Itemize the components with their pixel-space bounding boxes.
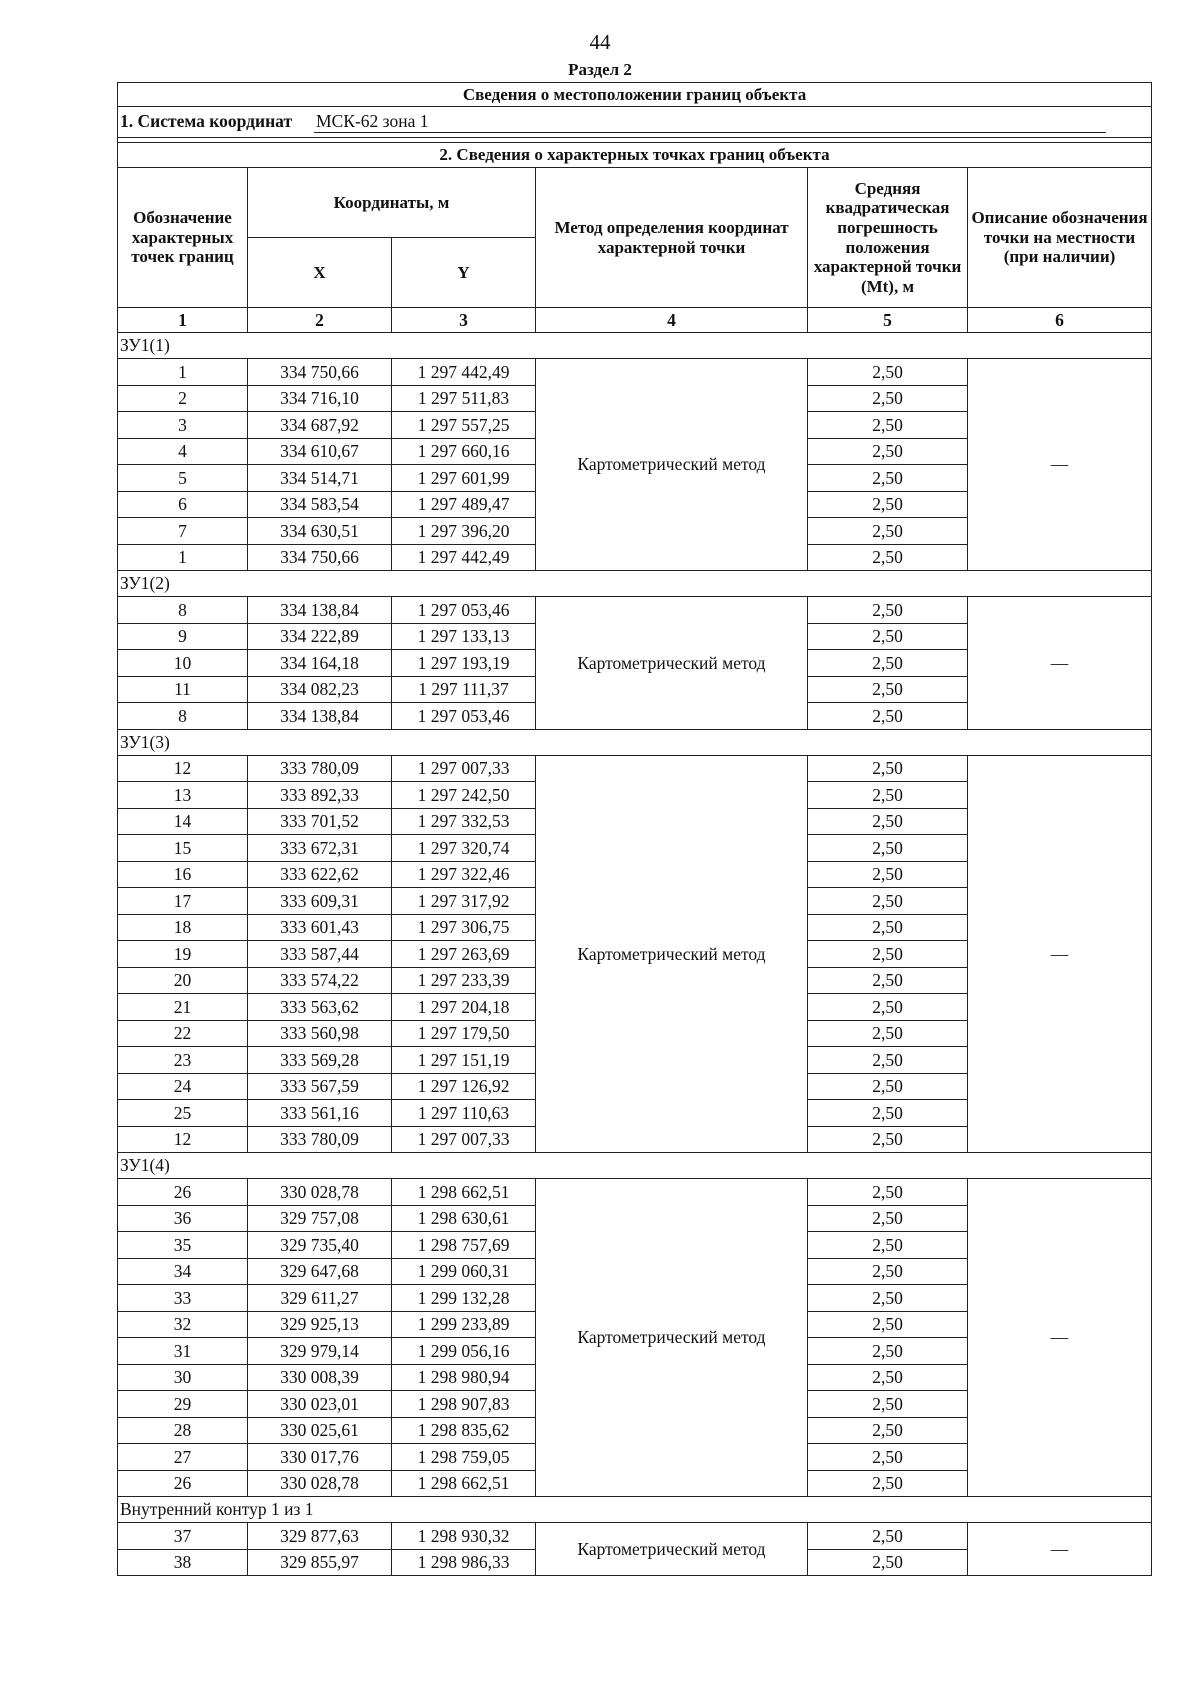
error-value: 2,50 bbox=[808, 914, 968, 941]
section-title: Раздел 2 bbox=[568, 60, 632, 79]
point-id: 35 bbox=[118, 1232, 248, 1259]
group-label: ЗУ1(4) bbox=[118, 1153, 1152, 1179]
point-id: 22 bbox=[118, 1020, 248, 1047]
column-number: 6 bbox=[968, 308, 1152, 333]
coord-y: 1 297 601,99 bbox=[392, 465, 536, 492]
coord-y: 1 297 193,19 bbox=[392, 650, 536, 677]
coord-y: 1 297 007,33 bbox=[392, 1126, 536, 1153]
header-designation: Обозначение характерных точек границ bbox=[118, 168, 248, 308]
point-id: 18 bbox=[118, 914, 248, 941]
error-value: 2,50 bbox=[808, 1311, 968, 1338]
coord-x: 329 611,27 bbox=[248, 1285, 392, 1312]
error-value: 2,50 bbox=[808, 967, 968, 994]
table-row bbox=[118, 1179, 1152, 1206]
point-id: 38 bbox=[118, 1549, 248, 1576]
point-id: 8 bbox=[118, 597, 248, 624]
column-number: 4 bbox=[536, 308, 808, 333]
point-id: 1 bbox=[118, 359, 248, 386]
error-value: 2,50 bbox=[808, 1285, 968, 1312]
group-label: Внутренний контур 1 из 1 bbox=[118, 1497, 1152, 1523]
coord-x: 330 025,61 bbox=[248, 1417, 392, 1444]
coord-y: 1 297 110,63 bbox=[392, 1100, 536, 1127]
error-value: 2,50 bbox=[808, 412, 968, 439]
error-value: 2,50 bbox=[808, 544, 968, 571]
coord-x: 329 647,68 bbox=[248, 1258, 392, 1285]
coord-y: 1 299 233,89 bbox=[392, 1311, 536, 1338]
point-id: 8 bbox=[118, 703, 248, 730]
error-value: 2,50 bbox=[808, 1470, 968, 1497]
group-label: ЗУ1(2) bbox=[118, 571, 1152, 597]
coord-x: 333 574,22 bbox=[248, 967, 392, 994]
description-cell: — bbox=[968, 359, 1152, 571]
boundary-points-table bbox=[117, 82, 1152, 1576]
error-value: 2,50 bbox=[808, 676, 968, 703]
coord-x: 330 017,76 bbox=[248, 1444, 392, 1471]
coord-x: 333 587,44 bbox=[248, 941, 392, 968]
point-id: 14 bbox=[118, 808, 248, 835]
coord-x: 329 757,08 bbox=[248, 1205, 392, 1232]
coord-y: 1 298 662,51 bbox=[392, 1470, 536, 1497]
point-id: 5 bbox=[118, 465, 248, 492]
point-id: 23 bbox=[118, 1047, 248, 1074]
coord-x: 333 622,62 bbox=[248, 861, 392, 888]
coord-x: 334 630,51 bbox=[248, 518, 392, 545]
table-row bbox=[118, 755, 1152, 782]
coord-y: 1 297 511,83 bbox=[392, 385, 536, 412]
point-id: 36 bbox=[118, 1205, 248, 1232]
coord-y: 1 297 442,49 bbox=[392, 544, 536, 571]
coord-x: 329 855,97 bbox=[248, 1549, 392, 1576]
coord-y: 1 297 322,46 bbox=[392, 861, 536, 888]
coord-y: 1 298 757,69 bbox=[392, 1232, 536, 1259]
coord-x: 333 561,16 bbox=[248, 1100, 392, 1127]
coord-x: 334 583,54 bbox=[248, 491, 392, 518]
error-value: 2,50 bbox=[808, 1258, 968, 1285]
point-id: 26 bbox=[118, 1179, 248, 1206]
coord-y: 1 298 662,51 bbox=[392, 1179, 536, 1206]
coord-x: 333 563,62 bbox=[248, 994, 392, 1021]
coord-x: 330 028,78 bbox=[248, 1470, 392, 1497]
column-number: 1 bbox=[118, 308, 248, 333]
coord-x: 333 780,09 bbox=[248, 755, 392, 782]
coord-x: 334 164,18 bbox=[248, 650, 392, 677]
coord-system-value: МСК-62 зона 1 bbox=[314, 111, 1106, 132]
point-id: 15 bbox=[118, 835, 248, 862]
point-id: 32 bbox=[118, 1311, 248, 1338]
error-value: 2,50 bbox=[808, 1391, 968, 1418]
table-row bbox=[118, 359, 1152, 386]
coord-y: 1 299 060,31 bbox=[392, 1258, 536, 1285]
error-value: 2,50 bbox=[808, 1073, 968, 1100]
header-y: Y bbox=[392, 238, 536, 308]
error-value: 2,50 bbox=[808, 1364, 968, 1391]
error-value: 2,50 bbox=[808, 385, 968, 412]
error-value: 2,50 bbox=[808, 518, 968, 545]
coord-y: 1 297 263,69 bbox=[392, 941, 536, 968]
point-id: 7 bbox=[118, 518, 248, 545]
error-value: 2,50 bbox=[808, 1047, 968, 1074]
point-id: 26 bbox=[118, 1470, 248, 1497]
point-id: 17 bbox=[118, 888, 248, 915]
description-cell: — bbox=[968, 1523, 1152, 1576]
error-value: 2,50 bbox=[808, 1523, 968, 1550]
coord-x: 334 687,92 bbox=[248, 412, 392, 439]
point-id: 4 bbox=[118, 438, 248, 465]
error-value: 2,50 bbox=[808, 438, 968, 465]
error-value: 2,50 bbox=[808, 1338, 968, 1365]
coord-system-label: 1. Система координат bbox=[120, 111, 293, 132]
column-number: 5 bbox=[808, 308, 968, 333]
point-id: 10 bbox=[118, 650, 248, 677]
error-value: 2,50 bbox=[808, 941, 968, 968]
method-cell: Картометрический метод bbox=[536, 359, 808, 571]
point-id: 33 bbox=[118, 1285, 248, 1312]
coord-x: 333 892,33 bbox=[248, 782, 392, 809]
coord-y: 1 297 204,18 bbox=[392, 994, 536, 1021]
error-value: 2,50 bbox=[808, 650, 968, 677]
point-id: 19 bbox=[118, 941, 248, 968]
method-cell: Картометрический метод bbox=[536, 1179, 808, 1497]
coord-y: 1 297 306,75 bbox=[392, 914, 536, 941]
coord-x: 333 609,31 bbox=[248, 888, 392, 915]
point-id: 12 bbox=[118, 755, 248, 782]
coord-x: 334 138,84 bbox=[248, 597, 392, 624]
coord-x: 333 601,43 bbox=[248, 914, 392, 941]
point-id: 2 bbox=[118, 385, 248, 412]
header-error: Средняя квадратическая погрешность положения характерной точки (Mt), м bbox=[808, 168, 968, 308]
error-value: 2,50 bbox=[808, 623, 968, 650]
header-coords: Координаты, м bbox=[248, 168, 536, 238]
coord-x: 333 780,09 bbox=[248, 1126, 392, 1153]
error-value: 2,50 bbox=[808, 597, 968, 624]
coord-y: 1 297 053,46 bbox=[392, 597, 536, 624]
error-value: 2,50 bbox=[808, 835, 968, 862]
coord-x: 333 701,52 bbox=[248, 808, 392, 835]
coord-y: 1 297 133,13 bbox=[392, 623, 536, 650]
error-value: 2,50 bbox=[808, 1020, 968, 1047]
error-value: 2,50 bbox=[808, 1232, 968, 1259]
coord-y: 1 298 986,33 bbox=[392, 1549, 536, 1576]
coord-system-row bbox=[118, 107, 1152, 138]
point-id: 6 bbox=[118, 491, 248, 518]
coord-x: 330 023,01 bbox=[248, 1391, 392, 1418]
coord-y: 1 297 557,25 bbox=[392, 412, 536, 439]
coord-y: 1 297 489,47 bbox=[392, 491, 536, 518]
coord-y: 1 298 759,05 bbox=[392, 1444, 536, 1471]
point-id: 28 bbox=[118, 1417, 248, 1444]
coord-y: 1 297 233,39 bbox=[392, 967, 536, 994]
coord-x: 334 138,84 bbox=[248, 703, 392, 730]
coord-y: 1 297 317,92 bbox=[392, 888, 536, 915]
coord-y: 1 297 053,46 bbox=[392, 703, 536, 730]
point-id: 1 bbox=[118, 544, 248, 571]
coord-x: 329 877,63 bbox=[248, 1523, 392, 1550]
table-row bbox=[118, 597, 1152, 624]
column-number: 2 bbox=[248, 308, 392, 333]
coord-x: 334 082,23 bbox=[248, 676, 392, 703]
method-cell: Картометрический метод bbox=[536, 1523, 808, 1576]
coord-x: 333 567,59 bbox=[248, 1073, 392, 1100]
coord-y: 1 297 660,16 bbox=[392, 438, 536, 465]
description-cell: — bbox=[968, 597, 1152, 730]
point-id: 13 bbox=[118, 782, 248, 809]
point-id: 3 bbox=[118, 412, 248, 439]
coord-x: 334 514,71 bbox=[248, 465, 392, 492]
error-value: 2,50 bbox=[808, 994, 968, 1021]
coord-x: 333 560,98 bbox=[248, 1020, 392, 1047]
coord-x: 329 735,40 bbox=[248, 1232, 392, 1259]
coord-x: 334 750,66 bbox=[248, 544, 392, 571]
coord-y: 1 297 320,74 bbox=[392, 835, 536, 862]
point-id: 30 bbox=[118, 1364, 248, 1391]
coord-y: 1 297 126,92 bbox=[392, 1073, 536, 1100]
method-cell: Картометрический метод bbox=[536, 597, 808, 730]
point-id: 37 bbox=[118, 1523, 248, 1550]
point-id: 27 bbox=[118, 1444, 248, 1471]
coord-y: 1 297 151,19 bbox=[392, 1047, 536, 1074]
coord-y: 1 297 111,37 bbox=[392, 676, 536, 703]
error-value: 2,50 bbox=[808, 465, 968, 492]
point-id: 9 bbox=[118, 623, 248, 650]
coord-y: 1 297 242,50 bbox=[392, 782, 536, 809]
point-id: 25 bbox=[118, 1100, 248, 1127]
error-value: 2,50 bbox=[808, 1100, 968, 1127]
table-row bbox=[118, 1523, 1152, 1550]
point-id: 20 bbox=[118, 967, 248, 994]
point-id: 11 bbox=[118, 676, 248, 703]
error-value: 2,50 bbox=[808, 861, 968, 888]
table-title: Сведения о местоположении границ объекта bbox=[118, 83, 1152, 107]
error-value: 2,50 bbox=[808, 888, 968, 915]
coord-y: 1 297 442,49 bbox=[392, 359, 536, 386]
point-id: 24 bbox=[118, 1073, 248, 1100]
coord-x: 330 028,78 bbox=[248, 1179, 392, 1206]
coord-x: 334 716,10 bbox=[248, 385, 392, 412]
header-x: X bbox=[248, 238, 392, 308]
description-cell: — bbox=[968, 1179, 1152, 1497]
coord-x: 329 925,13 bbox=[248, 1311, 392, 1338]
coord-x: 334 750,66 bbox=[248, 359, 392, 386]
coord-y: 1 298 980,94 bbox=[392, 1364, 536, 1391]
error-value: 2,50 bbox=[808, 491, 968, 518]
coord-x: 333 672,31 bbox=[248, 835, 392, 862]
coord-x: 334 610,67 bbox=[248, 438, 392, 465]
point-id: 29 bbox=[118, 1391, 248, 1418]
coord-y: 1 298 907,83 bbox=[392, 1391, 536, 1418]
point-id: 31 bbox=[118, 1338, 248, 1365]
page-number: 44 bbox=[589, 30, 611, 54]
error-value: 2,50 bbox=[808, 703, 968, 730]
coord-x: 334 222,89 bbox=[248, 623, 392, 650]
method-cell: Картометрический метод bbox=[536, 755, 808, 1153]
error-value: 2,50 bbox=[808, 1444, 968, 1471]
coord-x: 329 979,14 bbox=[248, 1338, 392, 1365]
column-number: 3 bbox=[392, 308, 536, 333]
coord-y: 1 299 132,28 bbox=[392, 1285, 536, 1312]
group-label: ЗУ1(1) bbox=[118, 333, 1152, 359]
points-title: 2. Сведения о характерных точках границ объекта bbox=[118, 143, 1152, 168]
coord-x: 330 008,39 bbox=[248, 1364, 392, 1391]
error-value: 2,50 bbox=[808, 782, 968, 809]
coord-y: 1 298 630,61 bbox=[392, 1205, 536, 1232]
coord-y: 1 298 930,32 bbox=[392, 1523, 536, 1550]
header-method: Метод определения координат характерной точки bbox=[536, 168, 808, 308]
point-id: 34 bbox=[118, 1258, 248, 1285]
point-id: 21 bbox=[118, 994, 248, 1021]
error-value: 2,50 bbox=[808, 1205, 968, 1232]
coord-y: 1 297 179,50 bbox=[392, 1020, 536, 1047]
error-value: 2,50 bbox=[808, 359, 968, 386]
group-label: ЗУ1(3) bbox=[118, 729, 1152, 755]
coord-y: 1 299 056,16 bbox=[392, 1338, 536, 1365]
point-id: 12 bbox=[118, 1126, 248, 1153]
header-description: Описание обозначения точки на местности (при наличии) bbox=[968, 168, 1152, 308]
coord-y: 1 297 007,33 bbox=[392, 755, 536, 782]
coord-x: 333 569,28 bbox=[248, 1047, 392, 1074]
error-value: 2,50 bbox=[808, 1417, 968, 1444]
coord-y: 1 297 332,53 bbox=[392, 808, 536, 835]
coord-y: 1 298 835,62 bbox=[392, 1417, 536, 1444]
error-value: 2,50 bbox=[808, 1126, 968, 1153]
error-value: 2,50 bbox=[808, 1179, 968, 1206]
description-cell: — bbox=[968, 755, 1152, 1153]
error-value: 2,50 bbox=[808, 1549, 968, 1576]
error-value: 2,50 bbox=[808, 755, 968, 782]
coord-y: 1 297 396,20 bbox=[392, 518, 536, 545]
point-id: 16 bbox=[118, 861, 248, 888]
error-value: 2,50 bbox=[808, 808, 968, 835]
